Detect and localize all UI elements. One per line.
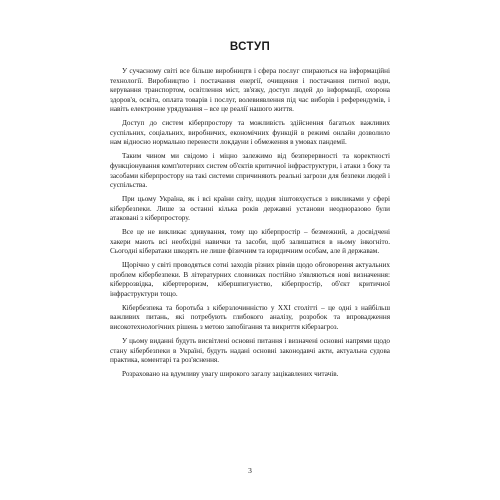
paragraph: У сучасному світі все більше виробництв і сфера послуг спираються на інформаційні технології. Виробництво і постачання енергії, очищення і постачання питної води, керування транспортом, освітлення міст, зв'язку, доступ людей до інформації, охорона здоров'я, освіта, оплата товарів і послуг, волевиявлення під час виборів і референдумів, і навіть електронне урядування – все це реалії нашого життя. xyxy=(110,67,390,114)
paragraph: Щорічно у світі проводяться сотні заходів різних рівнів щодо обговорення актуальних проблем кібербезпеки. В літературних словниках постійно з'являються нові визначення: кіберрозвідка, кібертероризм, кібершпигунство, кіберпростір, об'єкт критичної інфраструктури тощо. xyxy=(110,261,390,298)
page-title: ВСТУП xyxy=(229,41,271,53)
page-number: 3 xyxy=(248,466,252,475)
paragraph: У цьому виданні будуть висвітлені основні питання і визначені основні напрями щодо стану кібербезпеки в Україні, будуть надані основні законодавчі акти, актуальна судова практика, коментарі та роз'яснення. xyxy=(110,336,390,365)
paragraph: Доступ до систем кіберпростору та можливість здійснення багатьох важливих суспільних, соціальних, виробничих, економічних функцій в режимі онлайн дозволило нам відносно нормально перенести локдауни і обмеження в умовах пандемії. xyxy=(110,119,390,147)
paragraph: Розраховано на вдумливу увагу широкого загалу зацікавлених читачів. xyxy=(122,370,339,378)
paragraph: Таким чином ми свідомо і міцно залежимо від безперервності та коректності функціонування комп'ютерних систем об'єктів критичної інфраструктури, і атаки з боку та засобами кіберпростору на такі системи спричиняють реальні загрози для безпеки людей і суспільства. xyxy=(110,152,390,190)
paragraph: Кібербезпека та боротьба з кіберзлочинністю у XXI столітті – це одні з найбільш важливих питань, які потребують глибокого аналізу, розробок та впровадження високотехнологічних рішень з метою запобігання та викриття кіберзагроз. xyxy=(110,303,390,332)
paragraph: При цьому Україна, як і всі країни світу, щодня зіштовхується з викликами у сфері кібербезпеки. Лише за останні кілька років державні установи неодноразово були атаковані з кіберпростору. xyxy=(110,195,390,223)
body-text xyxy=(110,67,390,384)
paragraph: Все це не викликає здивування, тому що кіберпростір – безмежний, а досвідчені хакери мають всі необхідні навички та засоби, щоб залишатися в ньому інкогніто. Сьогодні кібератаки шкодять не лише фізичним та юридичним особам, але й державам. xyxy=(110,228,390,256)
